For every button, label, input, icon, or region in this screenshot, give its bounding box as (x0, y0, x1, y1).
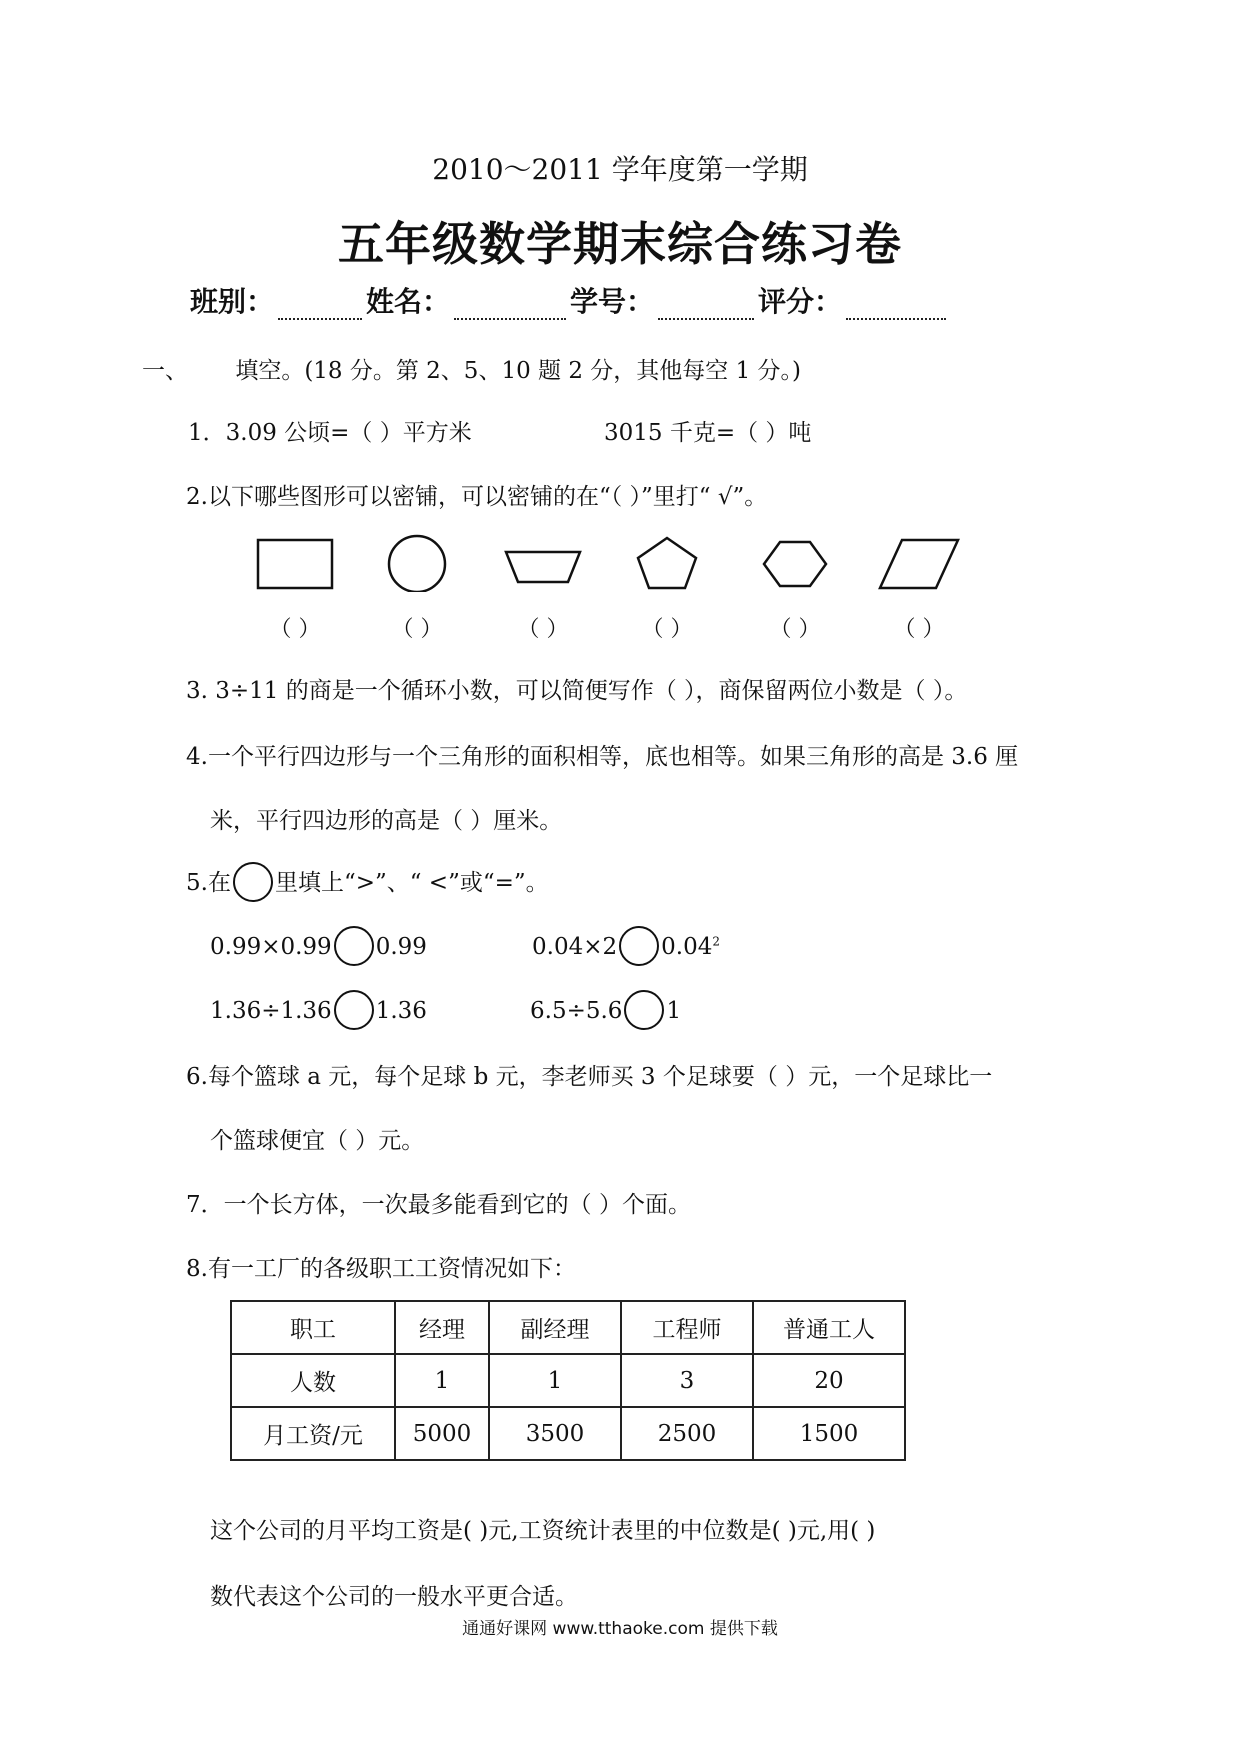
compare-b-circle[interactable] (619, 926, 659, 966)
compare-b-right: 0.04 (661, 934, 713, 960)
section-number: 一、 (142, 358, 188, 384)
question-5-suffix: 里填上“>”、“ <”或“=”。 (274, 870, 549, 896)
compare-c-circle[interactable] (334, 990, 374, 1030)
question-4-line2: 米，平行四边形的高是（ ）厘米。 (210, 808, 563, 834)
pentagon-icon (622, 532, 712, 592)
wage-table (230, 1300, 906, 1461)
name-label: 姓名： (366, 285, 451, 318)
table-cell: 5000 (395, 1407, 489, 1460)
compare-c (210, 992, 427, 1032)
table-cell: 1500 (753, 1407, 905, 1460)
compare-d-circle[interactable] (624, 990, 664, 1030)
student-info-row (190, 280, 950, 320)
compare-b-left: 0.04×2 (532, 934, 618, 960)
table-row (231, 1301, 905, 1354)
table-header-cell: 工程师 (621, 1301, 753, 1354)
table-header-cell: 经理 (395, 1301, 489, 1354)
compare-c-left: 1.36÷1.36 (210, 998, 332, 1024)
question-8: 8.有一工厂的各级职工工资情况如下： (186, 1256, 576, 1282)
student-id-label: 学号： (570, 285, 655, 318)
footer-watermark: 通通好课网 www.tthaoke.com 提供下载 (462, 1619, 778, 1639)
table-cell: 3 (621, 1354, 753, 1407)
shape-answer-1[interactable]: （ ） (269, 617, 321, 642)
name-blank[interactable] (454, 296, 566, 320)
compare-b-exponent: 2 (712, 934, 720, 949)
compare-a-circle[interactable] (334, 926, 374, 966)
table-cell: 月工资/元 (231, 1407, 395, 1460)
question-8-followup-line1: 这个公司的月平均工资是( )元,工资统计表里的中位数是( )元,用( ) (210, 1518, 876, 1544)
question-1a: 1．3.09 公顷=（ ）平方米 (188, 420, 472, 446)
question-5 (186, 864, 549, 904)
question-4-line1: 4.一个平行四边形与一个三角形的面积相等，底也相等。如果三角形的高是 3.6 厘 (186, 744, 1019, 770)
compare-b (532, 928, 720, 968)
question-7: 7．一个长方体，一次最多能看到它的（ ）个面。 (186, 1192, 691, 1218)
score-label: 评分： (758, 285, 843, 318)
shape-answer-3[interactable]: （ ） (517, 617, 569, 642)
class-blank[interactable] (278, 296, 362, 320)
trapezoid-icon (498, 532, 588, 592)
shape-answer-6[interactable]: （ ） (893, 617, 945, 642)
compare-c-right: 1.36 (375, 998, 427, 1024)
table-cell: 1 (489, 1354, 621, 1407)
question-3: 3. 3÷11 的商是一个循环小数，可以简便写作（ ），商保留两位小数是（ ）。 (186, 678, 968, 704)
shape-answer-2[interactable]: （ ） (391, 617, 443, 642)
table-header-cell: 副经理 (489, 1301, 621, 1354)
circle-icon (372, 532, 462, 592)
table-cell: 1 (395, 1354, 489, 1407)
question-5-prefix: 5.在 (186, 870, 231, 896)
hexagon-icon (750, 532, 840, 592)
compare-a-right: 0.99 (375, 934, 427, 960)
exam-title: 五年级数学期末综合练习卷 (338, 217, 902, 271)
question-1b: 3015 千克=（ ）吨 (604, 420, 812, 446)
student-id-blank[interactable] (658, 296, 754, 320)
table-header-cell: 普通工人 (753, 1301, 905, 1354)
table-header-cell: 职工 (231, 1301, 395, 1354)
tessellation-shapes (250, 532, 970, 642)
class-label: 班别： (190, 285, 275, 318)
table-row (231, 1354, 905, 1407)
rectangle-icon (250, 532, 340, 592)
shape-answer-4[interactable]: （ ） (641, 617, 693, 642)
question-6-line2: 个篮球便宜（ ）元。 (210, 1128, 425, 1154)
table-cell: 20 (753, 1354, 905, 1407)
compare-d (530, 992, 681, 1032)
shape-answer-5[interactable]: （ ） (769, 617, 821, 642)
compare-d-left: 6.5÷5.6 (530, 998, 623, 1024)
compare-d-right: 1 (666, 998, 682, 1024)
compare-circle-example (233, 862, 273, 902)
question-8-followup-line2: 数代表这个公司的一般水平更合适。 (210, 1584, 578, 1610)
question-6-line1: 6.每个篮球 a 元，每个足球 b 元，李老师买 3 个足球要（ ）元，一个足球比一 (186, 1064, 993, 1090)
section-heading (142, 352, 801, 385)
section-instructions: 填空。(18 分。第 2、5、10 题 2 分，其他每空 1 分。) (235, 358, 802, 384)
compare-a (210, 928, 427, 968)
table-cell: 人数 (231, 1354, 395, 1407)
table-cell: 3500 (489, 1407, 621, 1460)
question-2: 2.以下哪些图形可以密铺，可以密铺的在“（ ）”里打“ √”。 (186, 484, 768, 510)
score-blank[interactable] (846, 296, 946, 320)
compare-a-left: 0.99×0.99 (210, 934, 332, 960)
table-cell: 2500 (621, 1407, 753, 1460)
table-row (231, 1407, 905, 1460)
exam-term: 2010～2011 学年度第一学期 (432, 153, 808, 186)
parallelogram-icon (874, 532, 964, 592)
